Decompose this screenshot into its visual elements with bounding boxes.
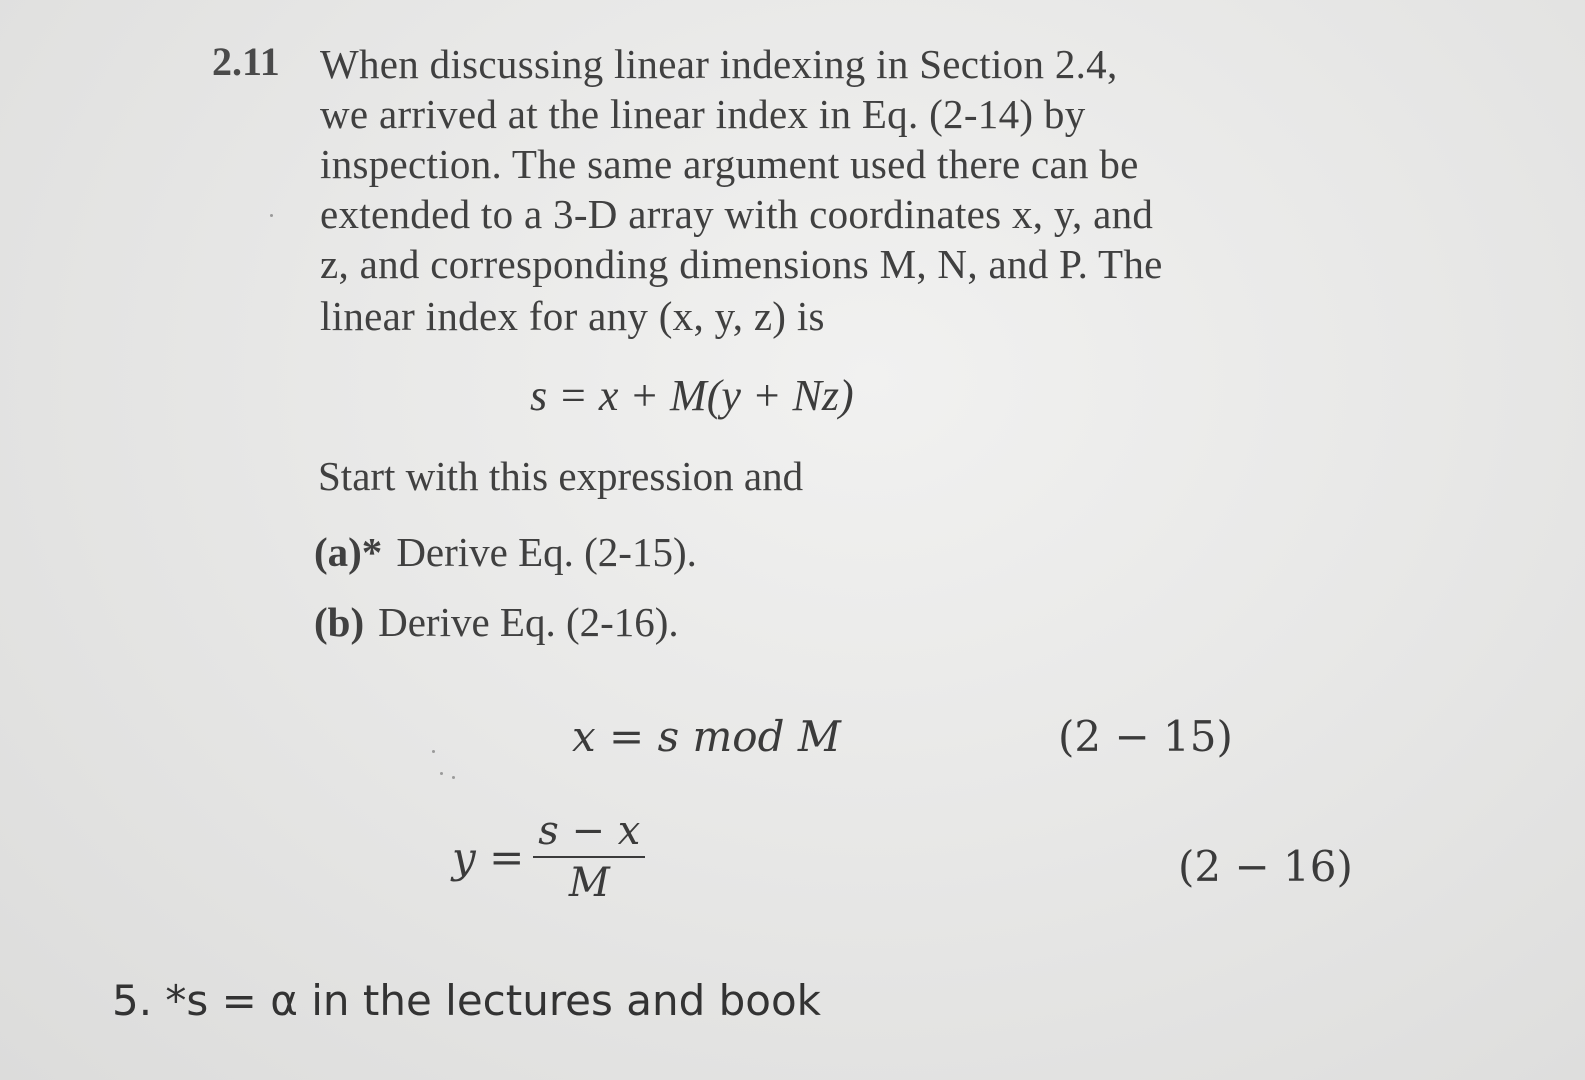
problem-line-4: extended to a 3-D array with coordinates x, y, and	[320, 191, 1154, 237]
problem-line-2: we arrived at the linear index in Eq. (2-14) by	[320, 91, 1086, 137]
problem-line-5: z, and corresponding dimensions M, N, and P. The	[320, 241, 1163, 287]
linear-index-formula: s = x + M(y + Nz)	[530, 371, 854, 420]
part-b	[314, 598, 679, 646]
fraction-bar	[533, 856, 645, 858]
equation-2-16-number: (2 − 16)	[1178, 842, 1353, 891]
equation-2-16	[452, 808, 646, 906]
footnote: 5. *s = α in the lectures and book	[112, 976, 821, 1025]
problem-line-3: inspection. The same argument used there can be	[320, 141, 1139, 187]
fraction-numerator: s − x	[538, 808, 641, 854]
equation-2-15: x = s mod M	[572, 712, 841, 761]
paper-speck	[440, 772, 443, 775]
problem-line-1: When discussing linear indexing in Section 2.4,	[320, 41, 1118, 87]
equation-2-16-lhs: y =	[452, 832, 525, 882]
part-b-label: (b)	[314, 599, 365, 645]
part-b-text: Derive Eq. (2-16).	[378, 599, 679, 645]
part-a-label: (a)*	[314, 529, 383, 575]
problem-number: 2.11	[212, 39, 280, 84]
paper-speck	[452, 776, 455, 779]
paper-speck	[432, 750, 435, 753]
part-a	[314, 528, 697, 576]
equation-2-16-fraction	[532, 808, 646, 906]
fraction-denominator: M	[568, 860, 610, 906]
equation-2-15-number: (2 − 15)	[1058, 712, 1233, 761]
part-a-text: Derive Eq. (2-15).	[396, 529, 697, 575]
start-instruction: Start with this expression and	[318, 453, 804, 499]
problem-line-6: linear index for any (x, y, z) is	[320, 293, 825, 339]
paper-speck	[270, 214, 273, 217]
